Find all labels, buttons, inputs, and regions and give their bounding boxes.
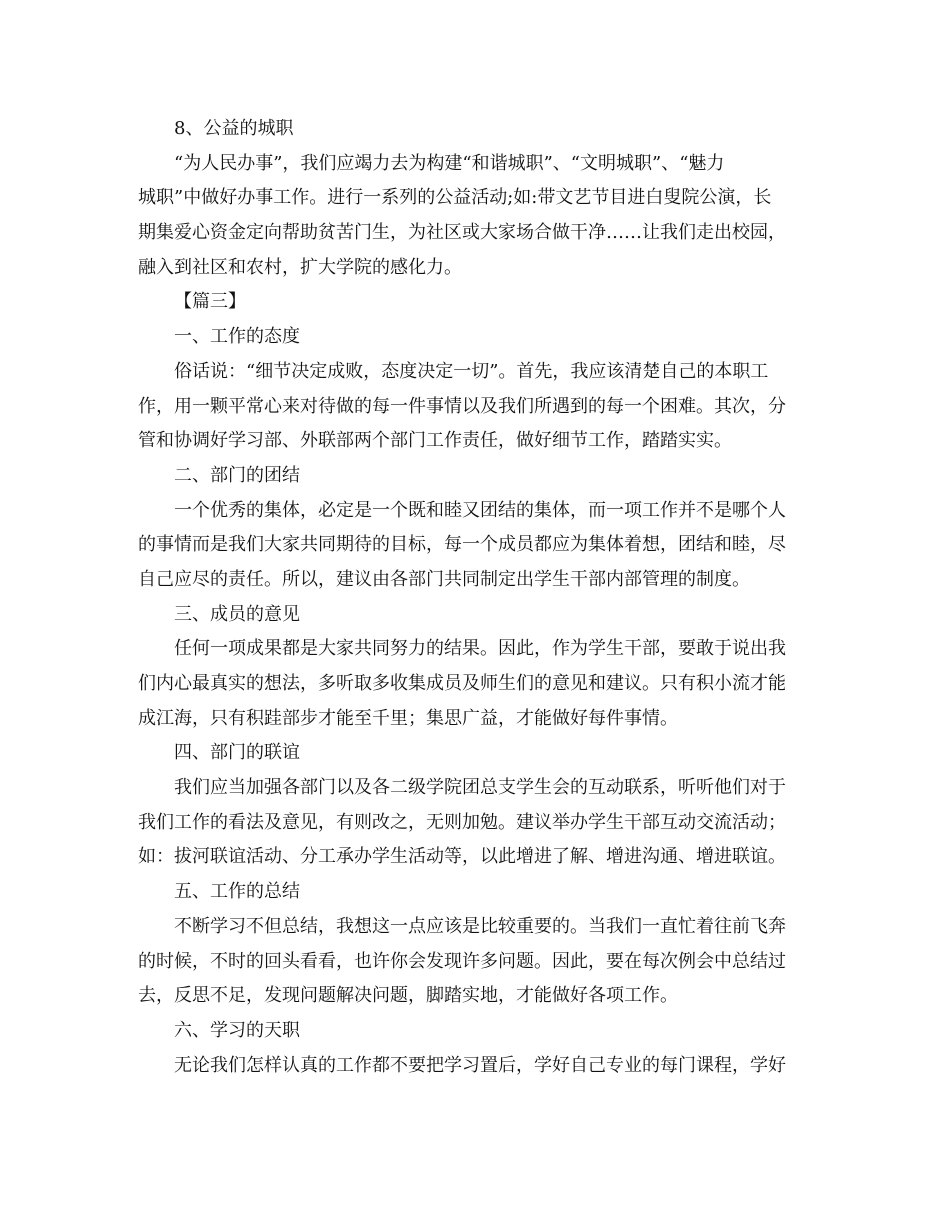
paragraph-line: “为人民办事”，我们应竭力去为构建“和谐城职”、“文明城职”、“魅力 bbox=[174, 152, 725, 174]
paragraph-line: 的时候，不时的回头看看，也许你会发现许多问题。因此，要在每次例会中总结过 bbox=[138, 950, 786, 972]
section-heading: 一、工作的态度 bbox=[174, 326, 300, 348]
paragraph-line: 如：拔河联谊活动、分工承办学生活动等，以此增进了解、增进沟通、增进联谊。 bbox=[138, 846, 786, 868]
section-heading: 二、部门的团结 bbox=[174, 464, 300, 486]
paragraph-line: 期集爱心资金定向帮助贫苦门生，为社区或大家场合做干净……让我们走出校园， bbox=[138, 222, 786, 244]
section-heading: 五、工作的总结 bbox=[174, 881, 300, 903]
paragraph-line: 俗话说：“细节决定成败，态度决定一切”。首先，我应该清楚自己的本职工 bbox=[174, 360, 769, 382]
paragraph-line: 自己应尽的责任。所以，建议由各部门共同制定出学生干部内部管理的制度。 bbox=[138, 568, 750, 590]
paragraph-line: 无论我们怎样认真的工作都不要把学习置后，学好自己专业的每门课程，学好 bbox=[174, 1054, 786, 1076]
section-heading: 四、部门的联谊 bbox=[174, 742, 300, 764]
paragraph-line: 作，用一颗平常心来对待做的每一件事情以及我们所遇到的每一个困难。其次，分 bbox=[138, 395, 786, 417]
paragraph-line: 一个优秀的集体，必定是一个既和睦又团结的集体，而一项工作并不是哪个人 bbox=[174, 499, 786, 521]
section-heading: 【篇三】 bbox=[174, 291, 246, 313]
paragraph-line: 的事情而是我们大家共同期待的目标，每一个成员都应为集体着想，团结和睦，尽 bbox=[138, 534, 786, 556]
paragraph-line: 我们工作的看法及意见，有则改之，无则加勉。建议举办学生干部互动交流活动； bbox=[138, 811, 786, 833]
paragraph-line: 我们应当加强各部门以及各二级学院团总支学生会的互动联系，听听他们对于 bbox=[174, 777, 786, 799]
paragraph-line: 城职”中做好办事工作。进行一系列的公益活动;如:带文艺节目进白叟院公演，长 bbox=[138, 187, 772, 209]
section-heading: 六、学习的天职 bbox=[174, 1019, 300, 1041]
paragraph-line: 不断学习不但总结，我想这一点应该是比较重要的。当我们一直忙着往前飞奔 bbox=[174, 915, 786, 937]
document-page bbox=[138, 112, 814, 1083]
paragraph-line: 管和协调好学习部、外联部两个部门工作责任，做好细节工作，踏踏实实。 bbox=[138, 430, 732, 452]
paragraph-line: 融入到社区和农村，扩大学院的感化力。 bbox=[138, 256, 462, 278]
paragraph-line: 去，反思不足，发现问题解决问题，脚踏实地，才能做好各项工作。 bbox=[138, 985, 678, 1007]
section-heading: 8、公益的城职 bbox=[174, 118, 294, 139]
paragraph-line: 们内心最真实的想法，多听取多收集成员及师生们的意见和建议。只有积小流才能 bbox=[138, 673, 786, 694]
paragraph-line: 成江海，只有积跬部步才能至千里；集思广益，才能做好每件事情。 bbox=[138, 707, 678, 729]
section-heading: 三、成员的意见 bbox=[174, 603, 300, 625]
paragraph-line: 任何一项成果都是大家共同努力的结果。因此，作为学生干部，要敢于说出我 bbox=[174, 638, 786, 660]
